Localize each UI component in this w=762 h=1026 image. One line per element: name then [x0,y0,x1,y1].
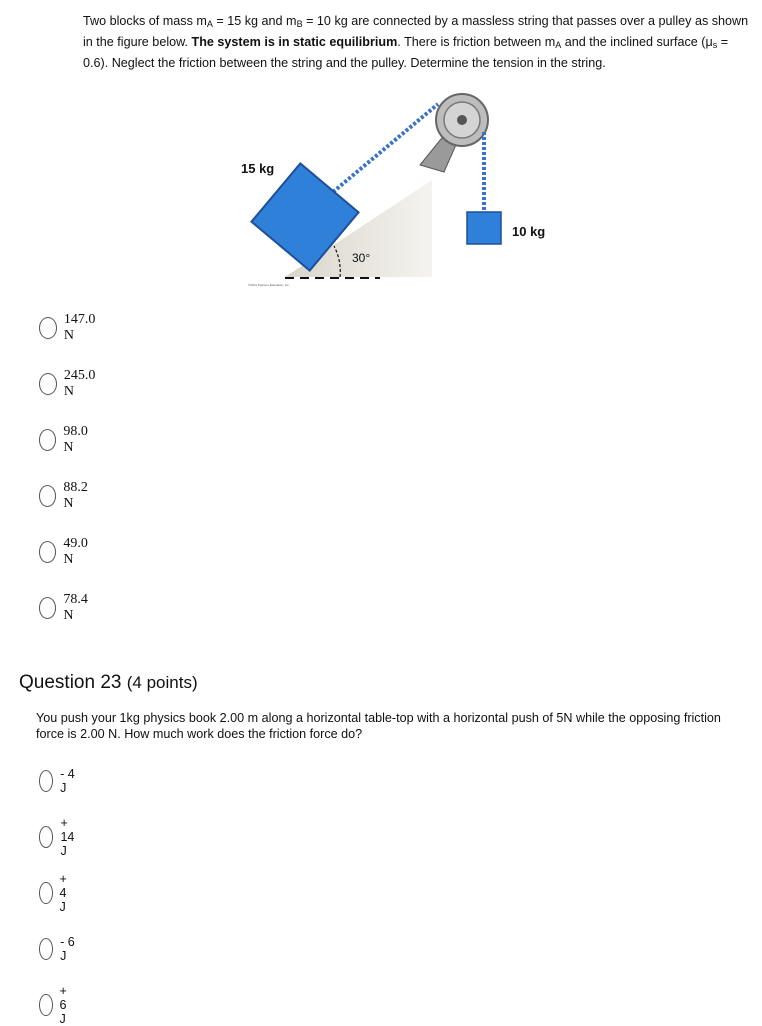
option-label: 49.0 N [63,536,88,567]
radio-button[interactable] [39,770,53,792]
option-label: 245.0 N [63,368,96,399]
radio-button[interactable] [39,994,53,1016]
string-incline [333,104,438,192]
radio-button[interactable] [39,938,53,960]
option-label: + 6 J [59,984,67,1026]
incline-pulley-figure [230,90,560,290]
option-49[interactable] [39,536,93,567]
option-minus-6j[interactable] [39,936,75,962]
option-147[interactable] [39,312,100,343]
option-plus-4j[interactable] [39,872,75,914]
option-label: + 14 J [60,816,75,858]
question-23-text: You push your 1kg physics book 2.00 m along a horizontal table-top with a horizontal push of 5N while the opposing friction force is 2.00 N. How much work does the friction force do? [36,711,721,741]
option-78-4[interactable] [39,592,93,623]
option-245[interactable] [39,368,100,399]
option-label: 88.2 N [63,480,88,511]
radio-button[interactable] [39,317,57,339]
option-plus-6j[interactable] [39,984,75,1026]
radio-button[interactable] [39,485,56,507]
option-minus-4j[interactable] [39,768,75,794]
mass-b-label: 10 kg [512,224,546,239]
radio-button[interactable] [39,541,56,563]
block-b [467,212,501,244]
figure-credit: ©2014 Pearson Education, Inc. [248,283,290,287]
equilibrium-emphasis: The system is in static equilibrium [191,35,398,49]
question-23-title: Question 23 (4 points) [19,672,198,693]
radio-button[interactable] [39,429,56,451]
option-label: 98.0 N [63,424,88,455]
question-22-prompt: Two blocks of mass $m_A = 15$ kg and $m_B = 10$ kg are connected by a massless string that passes over a pulley as shown in the figure below. The system is in static equilibrium. There is friction between $m_A$ and the inclined surface $(\mu_s = 0.6)$. Neglect the friction between the string and the pulley. Determine the tension in the string. [83,14,749,70]
option-label: 147.0 N [63,312,96,343]
radio-button[interactable] [39,597,56,619]
option-label: + 4 J [59,872,67,914]
option-label: - 4 J [60,767,75,795]
mass-a-label: 15 kg [241,161,275,176]
radio-button[interactable] [39,826,53,848]
option-label: 78.4 N [63,592,88,623]
radio-button[interactable] [39,373,57,395]
radio-button[interactable] [39,882,53,904]
option-plus-14j[interactable] [39,816,82,858]
question-points: (4 points) [126,673,198,692]
option-88-2[interactable] [39,480,93,511]
angle-label: 30° [352,251,371,265]
option-label: - 6 J [60,935,75,963]
option-98[interactable] [39,424,93,455]
